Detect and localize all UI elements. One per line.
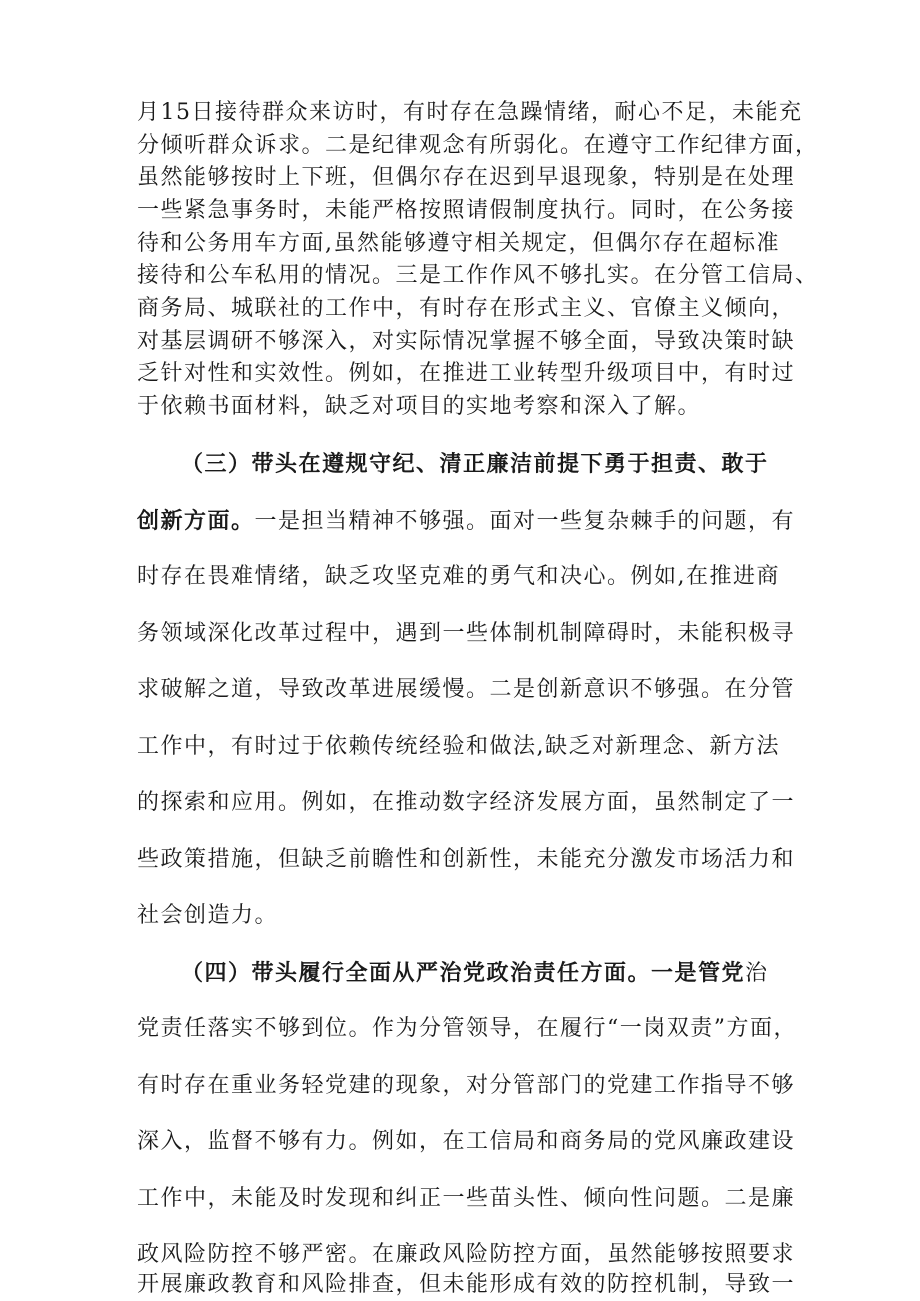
paragraph-line: 虽然能够按时上下班，但偶尔存在迟到早退现象，特别是在处理 xyxy=(137,165,796,190)
section-3-text: 一是担当精神不够强。面对一些复杂棘手的问题，有 xyxy=(254,509,796,534)
paragraph-line: 月15日接待群众来访时，有时存在急躁情绪，耐心不足，未能充 xyxy=(137,100,803,125)
paragraph-line: 有时存在重业务轻党建的现象，对分管部门的党建工作指导不够 xyxy=(137,1073,796,1098)
paragraph-line: 接待和公车私用的情况。三是工作作风不够扎实。在分管工信局、 xyxy=(137,263,819,288)
paragraph-line: 对基层调研不够深入，对实际情况掌握不够全面，导致决策时缺 xyxy=(137,329,796,354)
paragraph-line: 待和公务用车方面,虽然能够遵守相关规定，但偶尔存在超标准 xyxy=(137,231,780,256)
paragraph-line: 党责任落实不够到位。作为分管领导，在履行“一岗双责”方面， xyxy=(137,1016,797,1041)
paragraph-line: 于依赖书面材料，缺乏对项目的实地考察和深入了解。 xyxy=(137,394,702,419)
paragraph-line: 分倾听群众诉求。二是纪律观念有所弱化。在遵守工作纪律方面， xyxy=(137,133,819,158)
section-3-heading-continuation xyxy=(137,506,796,537)
section-4-text: 治 xyxy=(745,961,769,986)
section-4-heading-line xyxy=(181,958,831,989)
paragraph-line: 乏针对性和实效性。例如，在推进工业转型升级项目中，有时过 xyxy=(137,361,796,386)
section-3-heading-tail: 创新方面。 xyxy=(137,508,255,534)
paragraph-line: 时存在畏难情绪，缺乏攻坚克难的勇气和决心。例如,在推进商 xyxy=(137,564,780,589)
paragraph-line: 务领域深化改革过程中，遇到一些体制机制障碍时，未能积极寻 xyxy=(137,621,796,646)
paragraph-line: 社会创造力。 xyxy=(137,903,279,928)
paragraph-line: 求破解之道，导致改革进展缓慢。二是创新意识不够强。在分管 xyxy=(137,677,796,702)
paragraph-line: 工作中，有时过于依赖传统经验和做法,缺乏对新理念、新方法 xyxy=(137,734,780,759)
paragraph-line: 商务局、城联社的工作中，有时存在形式主义、官僚主义倾向， xyxy=(137,296,796,321)
paragraph-line: 的探索和应用。例如，在推动数字经济发展方面，虽然制定了一 xyxy=(137,790,796,815)
section-4-heading: （四）带头履行全面从严治党政治责任方面。一是管党 xyxy=(181,960,746,986)
paragraph-line: 一些紧急事务时，未能严格按照请假制度执行。同时，在公务接 xyxy=(137,198,796,223)
paragraph-line: 开展廉政教育和风险排查，但未能形成有效的防控机制，导致一 xyxy=(137,1272,796,1297)
paragraph-line: 些政策措施，但缺乏前瞻性和创新性，未能充分激发市场活力和 xyxy=(137,847,796,872)
section-3-heading: （三）带头在遵规守纪、清正廉洁前提下勇于担责、敢于 xyxy=(181,451,769,477)
paragraph-line: 工作中，未能及时发现和纠正一些苗头性、倾向性问题。二是廉 xyxy=(137,1186,796,1211)
paragraph-line: 政风险防控不够严密。在廉政风险防控方面，虽然能够按照要求 xyxy=(137,1242,796,1267)
paragraph-line: 深入，监督不够有力。例如，在工信局和商务局的党风廉政建设 xyxy=(137,1129,796,1154)
